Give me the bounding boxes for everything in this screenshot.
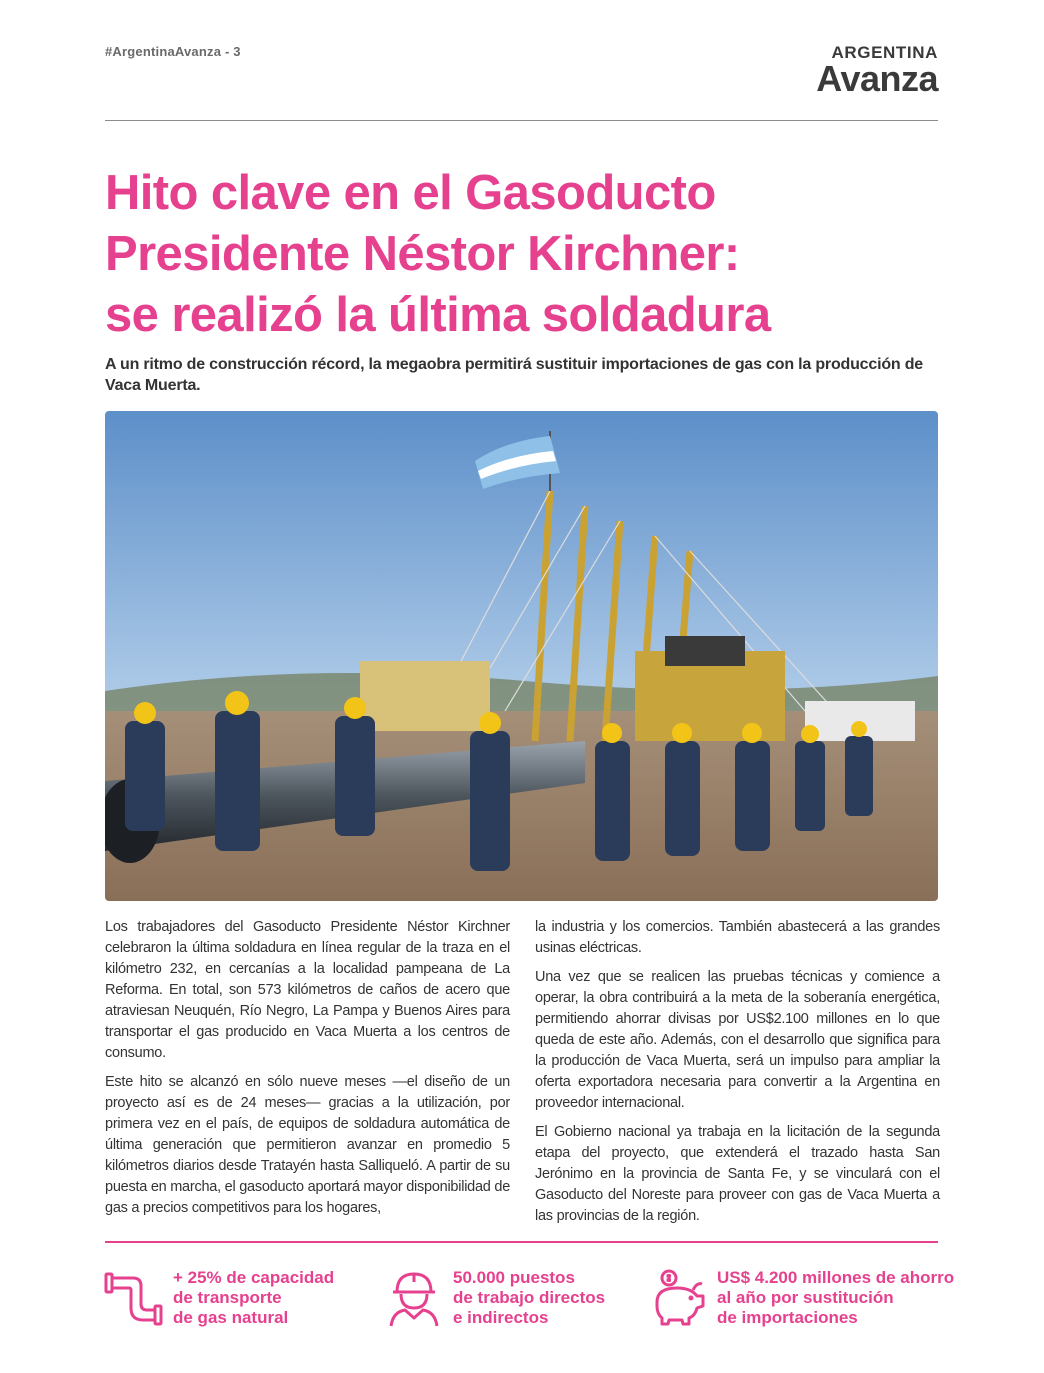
stat-text	[453, 1268, 605, 1328]
stat-line: de gas natural	[173, 1308, 289, 1327]
body-paragraph: El Gobierno nacional ya trabaja en la licitación de la segunda etapa del proyecto, que extenderá el trazado hasta San Jerónimo en la provincia de Santa Fe, y se vinculará con el Gasoducto del Noreste para proveer con gas de Vaca Muerta a las provincias de la región.	[535, 1124, 940, 1224]
stat-line: al año por sustitución	[717, 1288, 894, 1307]
stat-line: e indirectos	[453, 1308, 549, 1327]
stat-line: de importaciones	[717, 1308, 858, 1327]
stat-jobs	[383, 1268, 605, 1330]
logo-line-1: ARGENTINA	[831, 43, 938, 62]
piggy-bank-icon	[647, 1268, 709, 1330]
pipeline-construction-photo	[105, 411, 938, 901]
article-body-left-column	[105, 917, 510, 1227]
stat-savings	[647, 1268, 954, 1330]
photo-illustration	[105, 411, 938, 901]
stat-text	[173, 1268, 334, 1328]
stat-line: 50.000 puestos	[453, 1268, 575, 1287]
worker-helmet-icon	[383, 1268, 445, 1330]
headline-line: Presidente Néstor Kirchner:	[105, 227, 740, 281]
article-headline	[105, 163, 965, 346]
body-paragraph: Una vez que se realicen las pruebas técnicas y comience a operar, la obra contribuirá a la meta de la soberanía energética, permitiendo ahorrar divisas por US$2.100 millones en lo que queda de este año. Además, con el desarrollo que significa para la producción de Vaca Muerta, será un impulso para ampliar la oferta exportadora necesaria para convertir a la Argentina en proveedor internacional.	[535, 969, 940, 1111]
stats-divider	[105, 1241, 938, 1243]
stat-line: + 25% de capacidad	[173, 1268, 335, 1287]
logo-line-2: Avanza	[816, 58, 938, 99]
article-lead: A un ritmo de construcción récord, la megaobra permitirá sustituir importaciones de gas con la producción de Vaca Muerta.	[105, 356, 923, 394]
stat-line: US$ 4.200 millones de ahorro	[717, 1268, 955, 1287]
argentina-avanza-logo	[816, 43, 938, 99]
article-body-right-column	[535, 917, 940, 1235]
header-divider	[105, 120, 938, 121]
body-paragraph: Los trabajadores del Gasoducto Presidente Néstor Kirchner celebraron la última soldadura en línea regular de la traza en el kilómetro 232, en cercanías a la localidad pampeana de La Reforma. En total, son 573 kilómetros de caños de acero que atraviesan Neuquén, Río Negro, La Pampa y Buenos Aires para transportar el gas producido en Vaca Muerta a los centros de consumo.	[105, 919, 510, 1061]
stat-gas-capacity	[103, 1268, 334, 1330]
headline-line: se realizó la última soldadura	[105, 288, 771, 342]
body-paragraph: Este hito se alcanzó en sólo nueve meses —el diseño de un proyecto así es de 24 meses— gracias a la utilización, por primera vez en el país, de equipos de soldadura automática de última generación que permitieron avanzar en promedio 5 kilómetros diarios desde Tratayén hasta Salliqueló. A partir de su puesta en marcha, el gasoducto aportará mayor disponibilidad de gas a precios competitivos para los hogares,	[105, 1074, 511, 1216]
stat-text	[717, 1268, 954, 1328]
pipeline-icon	[103, 1268, 165, 1330]
headline-line: Hito clave en el Gasoducto	[105, 166, 716, 220]
stat-line: de trabajo directos	[453, 1288, 606, 1307]
section-tag: #ArgentinaAvanza - 3	[105, 44, 241, 59]
stat-line: de transporte	[173, 1288, 282, 1307]
body-paragraph: la industria y los comercios. También abastecerá a las grandes usinas eléctricas.	[535, 919, 940, 956]
